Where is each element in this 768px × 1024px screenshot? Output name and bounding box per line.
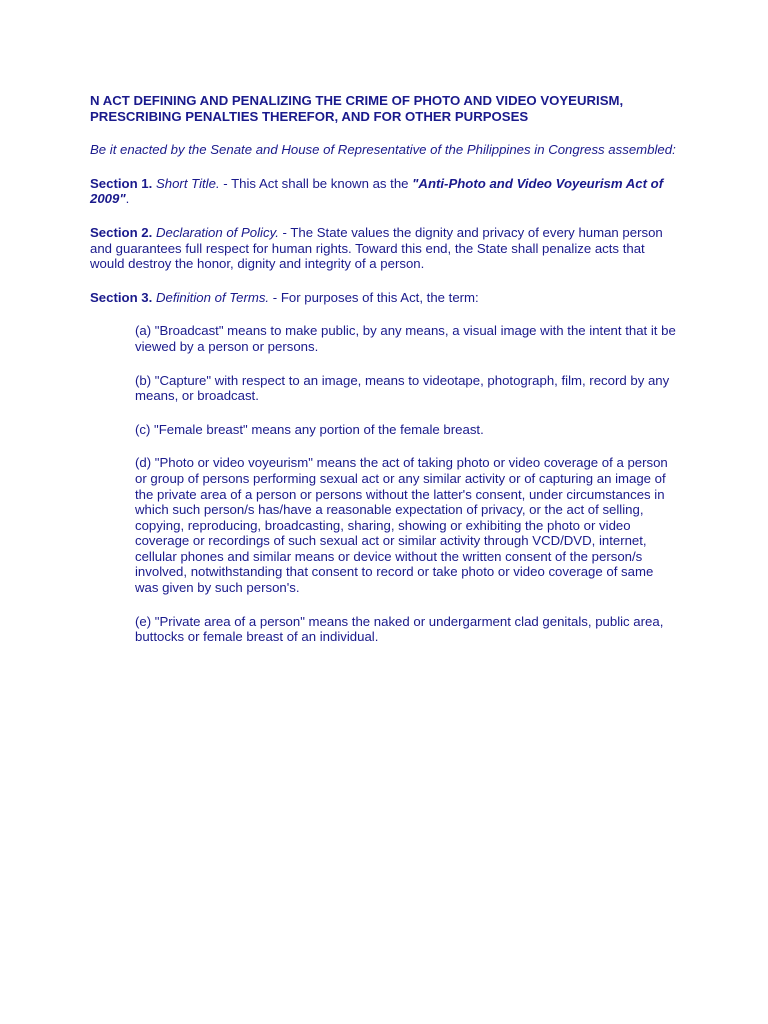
- section-1-label: Section 1.: [90, 175, 153, 191]
- title-line-1: N ACT DEFINING AND PENALIZING THE CRIME OF PHOTO AND VIDEO VOYEURISM,: [90, 93, 624, 108]
- section-2-text: - The State values the dignity and privacy of every human person and guarantees full respect for human rights. Toward this end, the State shall penalize acts that would destroy the honor, dignity and integrity of a person.: [90, 224, 663, 272]
- enacting-clause: Be it enacted by the Senate and House of Representative of the Philippines in Congress assembled:: [90, 142, 676, 158]
- definition-e: (e) "Private area of a person" means the naked or undergarment clad genitals, public area, buttocks or female breast of an individual.: [135, 613, 664, 645]
- section-2-heading: Declaration of Policy.: [155, 224, 279, 240]
- section-1-act-name: "Anti-Photo and Video Voyeurism Act of 2009": [90, 175, 664, 207]
- section-3-heading: Definition of Terms.: [155, 289, 270, 305]
- definition-d: (d) "Photo or video voyeurism" means the act of taking photo or video coverage of a person or group of persons performing sexual act or any similar activity or of capturing an image of the private area of a person or persons without the latter's consent, under circumstances in which such person/s has/have a reasonable expectation of privacy, or the act of selling, copying, reproducing, broadcasting, sharing, showing or exhibiting the photo or video coverage or recordings of such sexual act or similar activity through VCD/DVD, internet, cellular phones and similar means or device without the written consent of the person/s involved, notwithstanding that consent to record or take photo or video coverage of same was given by such person's.: [135, 455, 668, 596]
- section-3: [90, 290, 680, 306]
- document-title: [90, 93, 680, 124]
- section-3-text: - For purposes of this Act, the term:: [269, 289, 479, 305]
- document-page: [90, 93, 680, 663]
- section-1: [90, 176, 680, 207]
- definition-a: (a) "Broadcast" means to make public, by any means, a visual image with the intent that it be viewed by a person or persons.: [135, 323, 676, 354]
- section-1-text: - This Act shall be known as the: [219, 175, 413, 191]
- section-2-label: Section 2.: [90, 224, 153, 240]
- section-1-end: .: [125, 191, 130, 207]
- section-3-label: Section 3.: [90, 289, 153, 305]
- definition-c: (c) "Female breast" means any portion of the female breast.: [135, 421, 484, 437]
- section-1-heading: Short Title.: [155, 175, 220, 191]
- definitions-list: [135, 323, 680, 645]
- definition-b: (b) "Capture" with respect to an image, means to videotape, photograph, film, record by any means, or broadcast.: [135, 372, 670, 404]
- title-line-2: PRESCRIBING PENALTIES THEREFOR, AND FOR OTHER PURPOSES: [90, 108, 529, 124]
- section-2: [90, 225, 680, 272]
